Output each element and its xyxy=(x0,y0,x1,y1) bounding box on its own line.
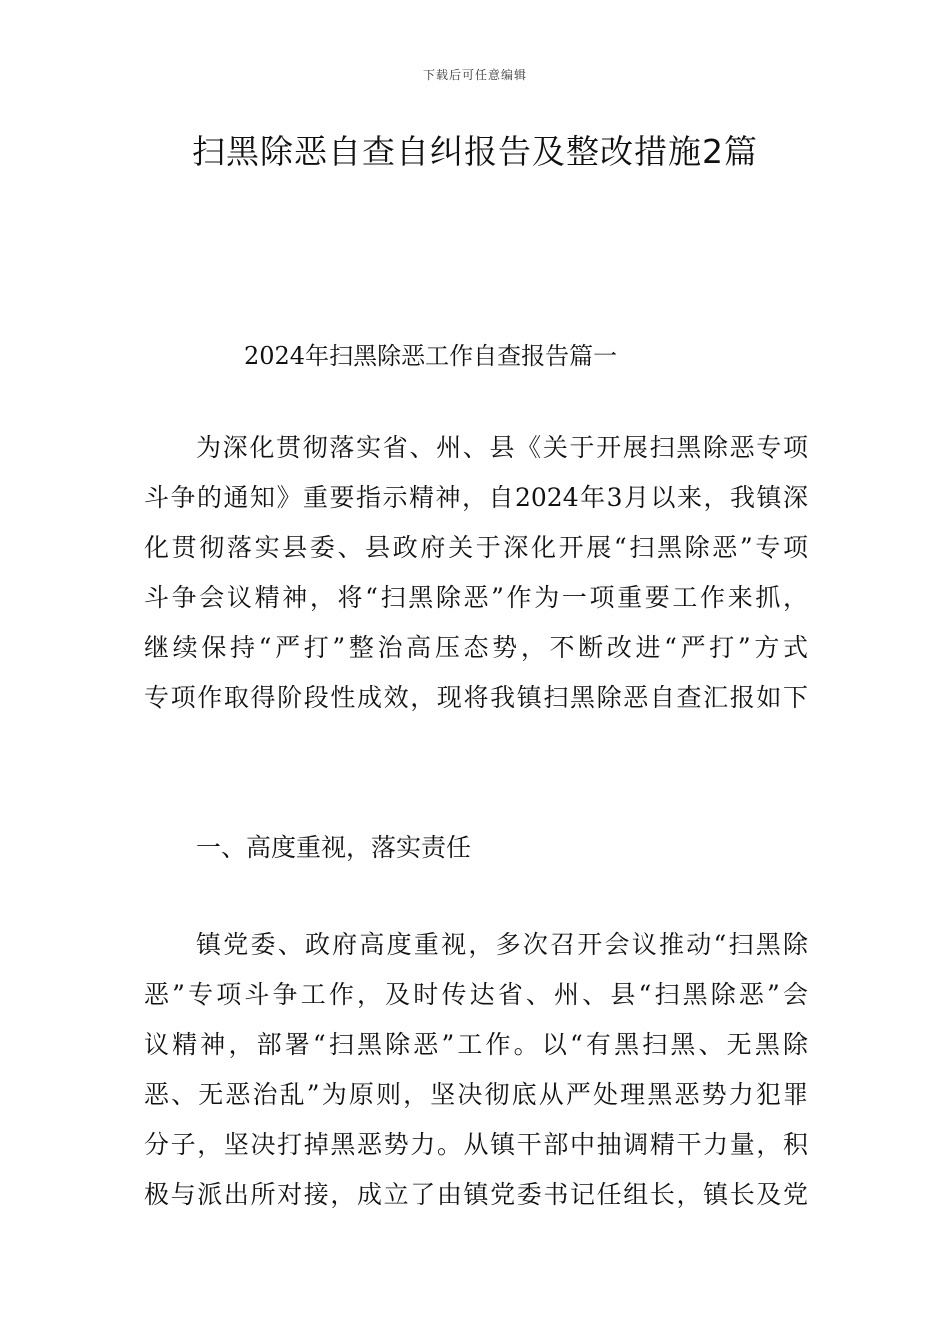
paragraph-line: 斗争会议精神，将“扫黑除恶”作为一项重要工作来抓， xyxy=(144,583,808,612)
subheading-responsibility: 一、高度重视，落实责任 xyxy=(196,833,472,862)
paragraph-line: 极与派出所对接，成立了由镇党委书记任组长，镇长及党 xyxy=(144,1180,808,1209)
paragraph-line: 化贯彻落实县委、县政府关于深化开展“扫黑除恶”专项 xyxy=(144,533,808,562)
paragraph-line: 斗争的通知》重要指示精神，自2024年3月以来，我镇深 xyxy=(144,483,808,512)
paragraph-line: 议精神，部署“扫黑除恶”工作。以“有黑扫黑、无黑除 xyxy=(144,1030,808,1059)
header-note: 下载后可任意编辑 xyxy=(422,68,527,82)
paragraph-line: 恶、无恶治乱”为原则，坚决彻底从严处理黑恶势力犯罪 xyxy=(144,1080,808,1109)
paragraph-line: 继续保持“严打”整治高压态势，不断改进“严打”方式 xyxy=(144,633,808,662)
paragraph-line: 恶”专项斗争工作，及时传达省、州、县“扫黑除恶”会 xyxy=(144,980,808,1009)
paragraph-line: 镇党委、政府高度重视，多次召开会议推动“扫黑除 xyxy=(196,930,808,959)
section-title: 2024年扫黑除恶工作自查报告篇一 xyxy=(244,342,618,370)
document-title: 扫黑除恶自查自纠报告及整改措施2篇 xyxy=(192,132,758,171)
paragraph-line: 专项作取得阶段性成效，现将我镇扫黑除恶自查汇报如下 xyxy=(144,683,808,712)
paragraph-line: 为深化贯彻落实省、州、县《关于开展扫黑除恶专项 xyxy=(196,433,808,462)
paragraph-line: 分子，坚决打掉黑恶势力。从镇干部中抽调精干力量，积 xyxy=(144,1130,808,1159)
paragraph-responsibility xyxy=(144,920,808,1220)
paragraph-intro xyxy=(144,423,808,723)
